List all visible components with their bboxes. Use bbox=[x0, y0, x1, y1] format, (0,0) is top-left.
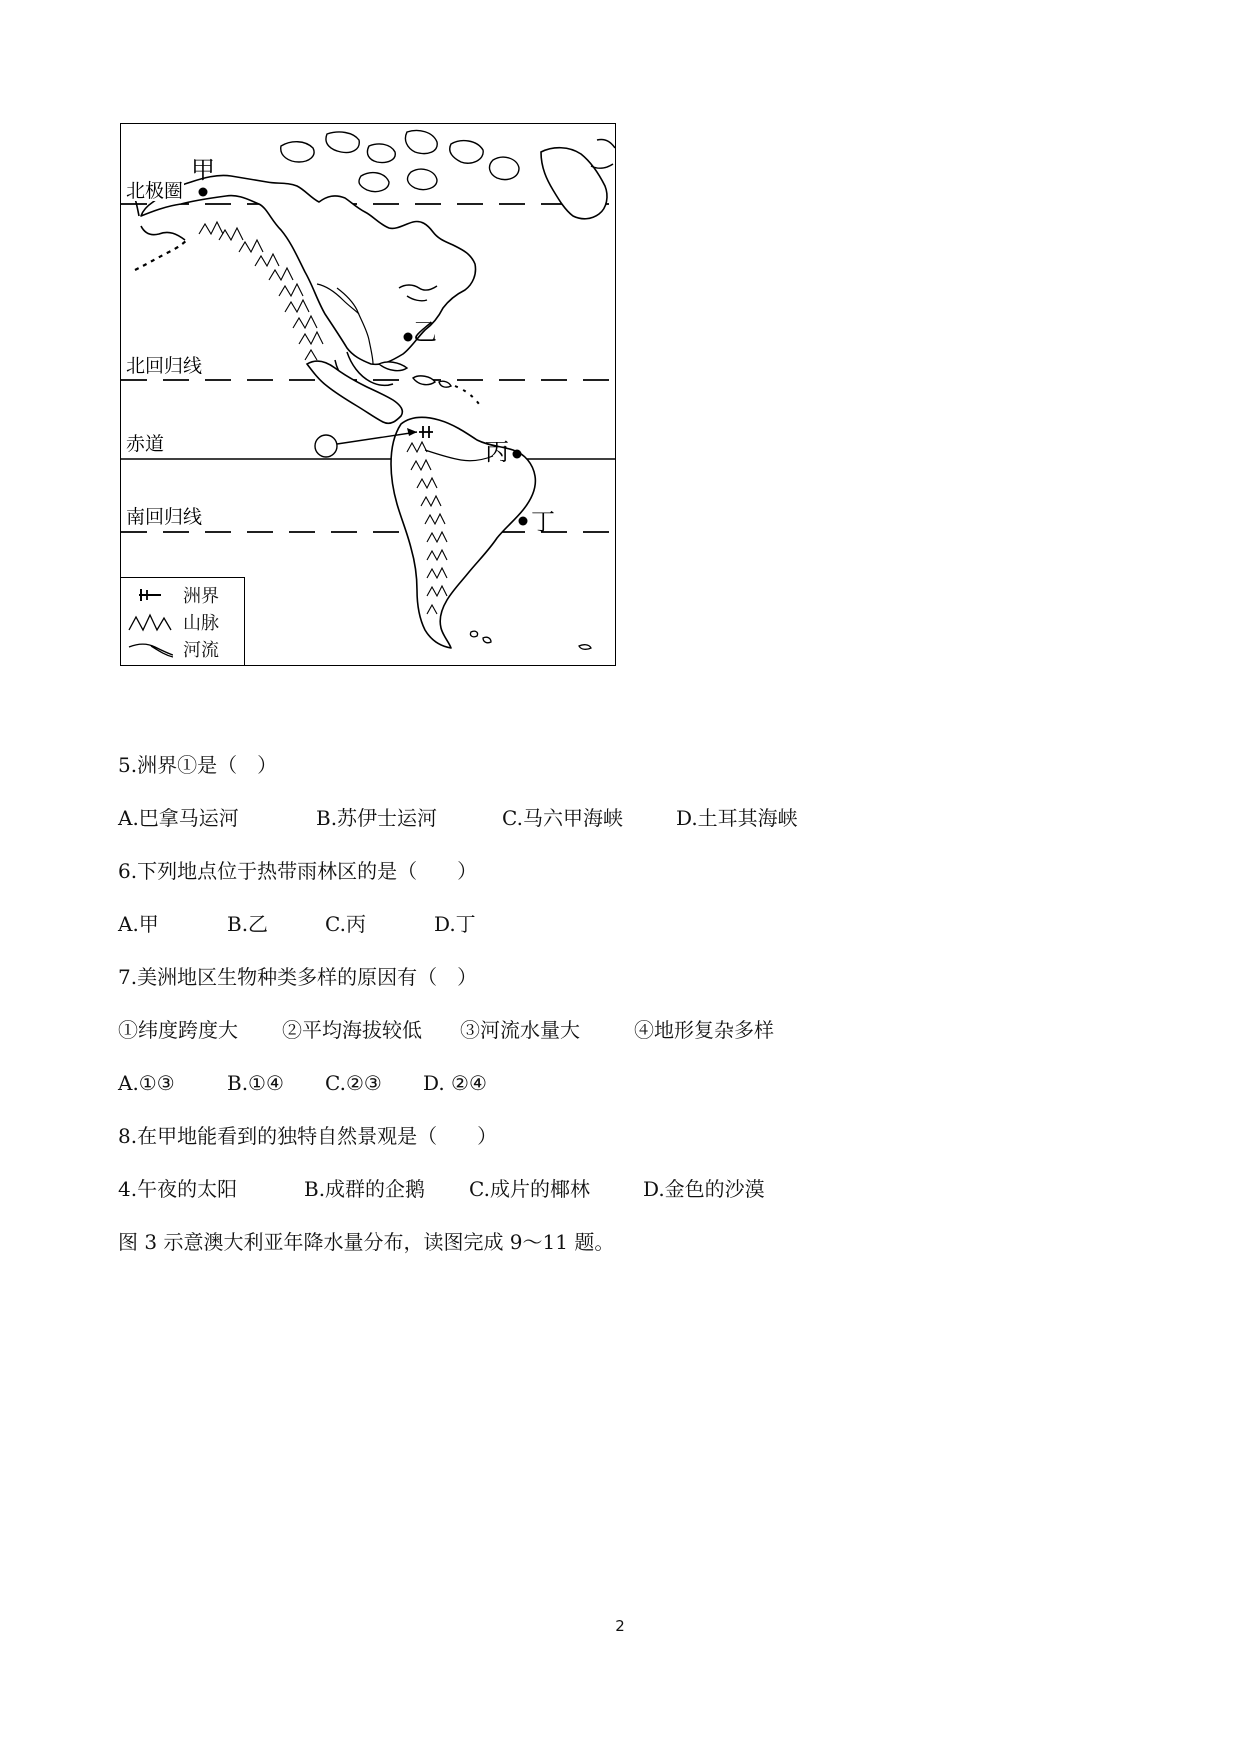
caribbean-dots bbox=[455, 386, 479, 404]
question-5-option-c: C.马六甲海峡 bbox=[502, 806, 623, 830]
question-7-option-a: A.①③ bbox=[118, 1071, 175, 1095]
place-ding: 丁 bbox=[531, 508, 555, 536]
label-tropic-capricorn: 南回归线 bbox=[126, 506, 203, 528]
question-7-factor-4: ④地形复杂多样 bbox=[634, 1018, 774, 1042]
question-5-stem: 5.洲界①是（ ） bbox=[118, 753, 278, 777]
place-yi: 乙 bbox=[413, 318, 437, 346]
river-legend-icon bbox=[127, 637, 173, 661]
map-legend bbox=[121, 577, 245, 665]
falkland-islands bbox=[470, 631, 491, 643]
legend-row-river bbox=[127, 636, 219, 662]
question-7-factor-2: ②平均海拔较低 bbox=[282, 1018, 422, 1042]
question-7-factor-3: ③河流水量大 bbox=[460, 1018, 580, 1042]
question-6-option-c: C.丙 bbox=[325, 912, 366, 936]
question-7-stem: 7.美洲地区生物种类多样的原因有（ ） bbox=[118, 965, 478, 989]
caribbean-islands bbox=[379, 362, 451, 387]
place-bing: 丙 bbox=[485, 438, 509, 466]
marker-circle bbox=[315, 435, 337, 457]
aleutian-islands bbox=[135, 238, 189, 270]
question-7-factor-1: ①纬度跨度大 bbox=[118, 1018, 238, 1042]
label-tropic-cancer: 北回归线 bbox=[126, 355, 203, 377]
central-america bbox=[307, 361, 402, 423]
greenland-outline bbox=[541, 148, 607, 219]
question-7-option-b: B.①④ bbox=[227, 1071, 284, 1095]
question-8-option-b: B.成群的企鹅 bbox=[304, 1177, 426, 1201]
question-6-stem: 6.下列地点位于热带雨林区的是（ ） bbox=[118, 859, 478, 883]
legend-mountain-label: 山脉 bbox=[183, 613, 219, 634]
page-number: 2 bbox=[615, 1617, 625, 1635]
question-8-option-d: D.金色的沙漠 bbox=[643, 1177, 765, 1201]
question-8-stem: 8.在甲地能看到的独特自然景观是（ ） bbox=[118, 1124, 498, 1148]
far-east-coast bbox=[591, 139, 615, 168]
legend-river-label: 河流 bbox=[183, 640, 219, 661]
americas-map bbox=[120, 123, 616, 666]
question-8-option-a: 4.午夜的太阳 bbox=[118, 1177, 238, 1201]
legend-row-boundary bbox=[127, 582, 219, 608]
label-arctic-circle: 北极圈 bbox=[126, 180, 184, 202]
dot-bing bbox=[513, 450, 522, 459]
place-jia: 甲 bbox=[191, 156, 215, 184]
question-6-option-d: D.丁 bbox=[434, 912, 476, 936]
boundary-legend-icon bbox=[127, 583, 173, 607]
legend-row-mountain bbox=[127, 609, 219, 635]
question-7-option-c: C.②③ bbox=[325, 1071, 382, 1095]
question-5-option-a: A.巴拿马运河 bbox=[118, 806, 239, 830]
question-7-option-d: D. ②④ bbox=[423, 1071, 487, 1095]
label-equator: 赤道 bbox=[126, 433, 165, 455]
legend-boundary-label: 洲界 bbox=[183, 586, 219, 607]
mountain-legend-icon bbox=[127, 610, 173, 634]
question-8-option-c: C.成片的椰林 bbox=[469, 1177, 590, 1201]
dot-yi bbox=[404, 333, 413, 342]
dot-jia bbox=[199, 188, 208, 197]
arctic-islands bbox=[281, 130, 519, 191]
next-figure-intro: 图 3 示意澳大利亚年降水量分布，读图完成 9～11 题。 bbox=[118, 1230, 615, 1254]
question-6-option-a: A.甲 bbox=[118, 912, 159, 936]
dot-ding bbox=[519, 517, 528, 526]
question-5-option-b: B.苏伊士运河 bbox=[316, 806, 438, 830]
south-georgia bbox=[579, 645, 591, 650]
question-5-option-d: D.土耳其海峡 bbox=[676, 806, 798, 830]
question-6-option-b: B.乙 bbox=[227, 912, 269, 936]
